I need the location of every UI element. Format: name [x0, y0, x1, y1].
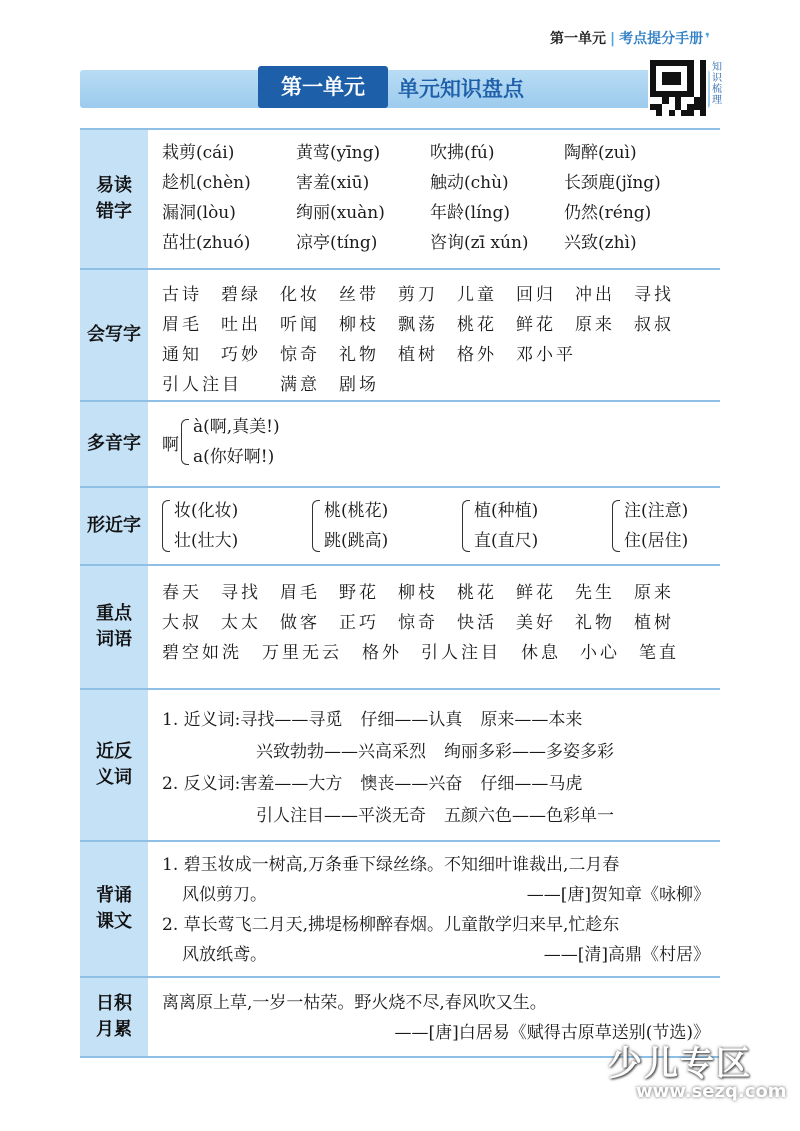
synonym-pair: 兴致勃勃——兴高采烈 — [256, 742, 426, 762]
qr-label: 知识梳理 — [712, 62, 722, 106]
watermark-url: www.sezq.com — [636, 1081, 787, 1102]
synonym-pair: 绚丽多彩——多姿多彩 — [444, 742, 614, 762]
write-item: 引人注目 — [162, 375, 242, 395]
write-item: 巧妙 — [221, 345, 261, 365]
keyword-item: 鲜花 — [516, 583, 556, 603]
polyphone-char: 啊 — [162, 434, 179, 455]
synonym-pair: 寻找——寻觅 — [240, 710, 343, 730]
row-synonyms — [80, 690, 720, 842]
write-item: 眉毛 — [162, 315, 202, 335]
brace — [181, 419, 189, 465]
banner-title: 单元知识盘点 — [398, 77, 524, 101]
row-label — [80, 690, 148, 840]
write-item: 柳枝 — [339, 315, 379, 335]
synonym-pair-line — [240, 710, 600, 730]
keyword-item: 引人注目 — [421, 643, 501, 663]
row-polyphone — [80, 402, 720, 488]
brace — [162, 500, 170, 552]
similar-items — [174, 496, 238, 556]
row-keywords — [80, 566, 720, 690]
poem-line: 风放纸鸢。 — [182, 945, 267, 965]
row-write — [80, 270, 720, 402]
misread-item: 绚丽(xuàn) — [296, 203, 385, 223]
misread-item: 仍然(réng) — [564, 203, 652, 223]
misread-item: 兴致(zhì) — [564, 233, 637, 253]
misread-list — [162, 130, 720, 258]
synonym-pair: 仔细——认真 — [360, 710, 463, 730]
brace — [462, 500, 470, 552]
synonym-pair-line — [162, 736, 720, 768]
write-item: 回归 — [516, 285, 556, 305]
write-item: 通知 — [162, 345, 202, 365]
keyword-item: 万里无云 — [262, 643, 342, 663]
similar-item: 妆(化妆) — [174, 501, 239, 521]
similar-item: 跳(跳高) — [324, 531, 389, 551]
misread-item: 陶醉(zuì) — [564, 143, 637, 163]
label-line: 日积 — [96, 993, 132, 1014]
antonym-pair: 引人注目——平淡无奇 — [256, 806, 426, 826]
keyword-list — [162, 566, 720, 668]
label-line: 背诵 — [96, 885, 132, 906]
keyword-item: 柳枝 — [398, 583, 438, 603]
row-label: 多音字 — [80, 402, 148, 486]
similar-item: 直(直尺) — [474, 531, 539, 551]
daily-source: ——[唐]白居易《赋得古原草送别(节选)》 — [394, 1023, 710, 1043]
misread-item: 触动(chù) — [430, 173, 509, 193]
row-label-text — [96, 601, 132, 653]
similar-pair — [612, 496, 762, 556]
page-header — [550, 28, 710, 48]
misread-item: 黄莺(yīng) — [296, 143, 381, 163]
keyword-item: 小心 — [580, 643, 620, 663]
keyword-item: 春天 — [162, 583, 202, 603]
leaf-icon: ❜ — [705, 31, 710, 47]
keyword-item: 眉毛 — [280, 583, 320, 603]
similar-pair — [462, 496, 612, 556]
keyword-item: 做客 — [280, 613, 320, 633]
misread-item: 茁壮(zhuó) — [162, 233, 251, 253]
section-banner — [80, 70, 710, 108]
write-item: 吐出 — [221, 315, 261, 335]
poem-line: 风似剪刀。 — [182, 885, 267, 905]
header-unit: 第一单元 — [550, 31, 607, 47]
label-line: 错字 — [96, 201, 132, 222]
write-item: 儿童 — [457, 285, 497, 305]
recite-block — [162, 842, 720, 970]
misread-item: 漏洞(lòu) — [162, 203, 236, 223]
write-item: 飘荡 — [398, 315, 438, 335]
misread-item: 栽剪(cái) — [162, 143, 235, 163]
similar-items — [624, 496, 688, 556]
antonym-pair-line — [162, 800, 720, 832]
row-label — [80, 842, 148, 976]
misread-item: 长颈鹿(jǐng) — [564, 173, 661, 193]
write-item: 听闻 — [280, 315, 320, 335]
antonym-pair: 懊丧——兴奋 — [360, 774, 463, 794]
row-label-text — [96, 991, 132, 1043]
label-line: 近反 — [96, 741, 132, 762]
write-item: 叔叔 — [634, 315, 674, 335]
keyword-item: 太太 — [221, 613, 261, 633]
keyword-item: 植树 — [634, 613, 674, 633]
write-item: 冲出 — [575, 285, 615, 305]
watermark-brand: 少儿专区 — [608, 1044, 752, 1084]
qr-code-icon[interactable] — [648, 58, 708, 118]
misread-item: 吹拂(fú) — [430, 143, 495, 163]
row-label: 会写字 — [80, 270, 148, 400]
synonym-prefix: 1. 近义词: — [162, 710, 241, 730]
similar-item: 壮(壮大) — [174, 531, 239, 551]
write-item: 植树 — [398, 345, 438, 365]
daily-text: 离离原上草,一岁一枯荣。野火烧不尽,春风吹又生。 — [162, 993, 547, 1013]
brace — [312, 500, 320, 552]
poem-line: 2. 草长莺飞二月天,拂堤杨柳醉春烟。儿童散学归来早,忙趁东 — [162, 915, 620, 935]
reading-item: à(啊,真美!) — [193, 417, 280, 437]
keyword-item: 快活 — [457, 613, 497, 633]
antonym-pair: 仔细——马虎 — [480, 774, 583, 794]
label-line: 重点 — [96, 603, 132, 624]
write-item: 桃花 — [457, 315, 497, 335]
keyword-item: 先生 — [575, 583, 615, 603]
poem-source: ——[唐]贺知章《咏柳》 — [526, 885, 710, 905]
keyword-item: 正巧 — [339, 613, 379, 633]
banner-unit: 第一单元 — [258, 66, 388, 108]
keyword-item: 礼物 — [575, 613, 615, 633]
polyphone-group — [162, 402, 720, 472]
antonym-prefix: 2. 反义词: — [162, 774, 241, 794]
keyword-item: 大叔 — [162, 613, 202, 633]
antonym-pair: 五颜六色——色彩单一 — [444, 806, 614, 826]
write-item: 格外 — [457, 345, 497, 365]
row-label-text — [96, 739, 132, 791]
write-item: 古诗 — [162, 285, 202, 305]
brace — [612, 500, 620, 552]
poem-line: 1. 碧玉妆成一树高,万条垂下绿丝绦。不知细叶谁裁出,二月春 — [162, 855, 620, 875]
row-label: 形近字 — [80, 488, 148, 564]
misread-item: 凉亭(tíng) — [296, 233, 378, 253]
qr-cell — [700, 110, 706, 116]
similar-item: 植(种植) — [474, 501, 539, 521]
write-item: 丝带 — [339, 285, 379, 305]
knowledge-table — [80, 128, 720, 1058]
keyword-item: 原来 — [634, 583, 674, 603]
write-item: 碧绿 — [221, 285, 261, 305]
write-item: 鲜花 — [516, 315, 556, 335]
row-recite — [80, 842, 720, 978]
similar-items — [324, 496, 388, 556]
row-label — [80, 566, 148, 688]
keyword-item: 笔直 — [639, 643, 679, 663]
misread-item: 趁机(chèn) — [162, 173, 251, 193]
similar-list — [162, 488, 762, 556]
write-item: 礼物 — [339, 345, 379, 365]
keyword-item: 寻找 — [221, 583, 261, 603]
keyword-item: 碧空如洗 — [162, 643, 242, 663]
similar-pair — [312, 496, 462, 556]
row-similar — [80, 488, 720, 566]
row-label — [80, 130, 148, 268]
misread-item: 害羞(xiū) — [296, 173, 370, 193]
header-separator: | — [610, 31, 616, 47]
similar-item: 住(居住) — [624, 531, 689, 551]
write-item: 满意 — [280, 375, 320, 395]
poem-source: ——[清]高鼎《村居》 — [543, 945, 710, 965]
write-item: 剧场 — [339, 375, 379, 395]
label-line: 月累 — [96, 1019, 132, 1040]
synonym-pair: 原来——本来 — [480, 710, 583, 730]
keyword-item: 野花 — [339, 583, 379, 603]
label-line: 课文 — [96, 911, 132, 932]
misread-item: 咨询(zī xún) — [430, 233, 529, 253]
row-misread — [80, 130, 720, 270]
synonym-block — [162, 690, 720, 832]
write-item: 化妆 — [280, 285, 320, 305]
misread-item: 年龄(líng) — [430, 203, 510, 223]
write-item: 寻找 — [634, 285, 674, 305]
similar-items — [474, 496, 538, 556]
write-list — [162, 270, 720, 400]
similar-pair — [162, 496, 312, 556]
keyword-item: 休息 — [521, 643, 561, 663]
antonym-pair-line — [240, 774, 600, 794]
write-item: 惊奇 — [280, 345, 320, 365]
keyword-item: 桃花 — [457, 583, 497, 603]
keyword-item: 美好 — [516, 613, 556, 633]
label-line: 词语 — [96, 629, 132, 650]
antonym-pair: 害羞——大方 — [240, 774, 343, 794]
keyword-item: 惊奇 — [398, 613, 438, 633]
label-line: 义词 — [96, 767, 132, 788]
header-handbook: 考点提分手册 — [619, 31, 704, 47]
row-label-text — [96, 883, 132, 935]
write-item: 邓小平 — [516, 345, 576, 365]
row-label — [80, 978, 148, 1056]
similar-item: 桃(桃花) — [324, 501, 389, 521]
write-item: 剪刀 — [398, 285, 438, 305]
write-item: 原来 — [575, 315, 615, 335]
similar-item: 注(注意) — [624, 501, 689, 521]
label-line: 易读 — [96, 175, 132, 196]
reading-item: a(你好啊!) — [193, 447, 275, 467]
keyword-item: 格外 — [362, 643, 402, 663]
watermark-logo — [608, 1036, 798, 1102]
row-label-text — [96, 173, 132, 225]
